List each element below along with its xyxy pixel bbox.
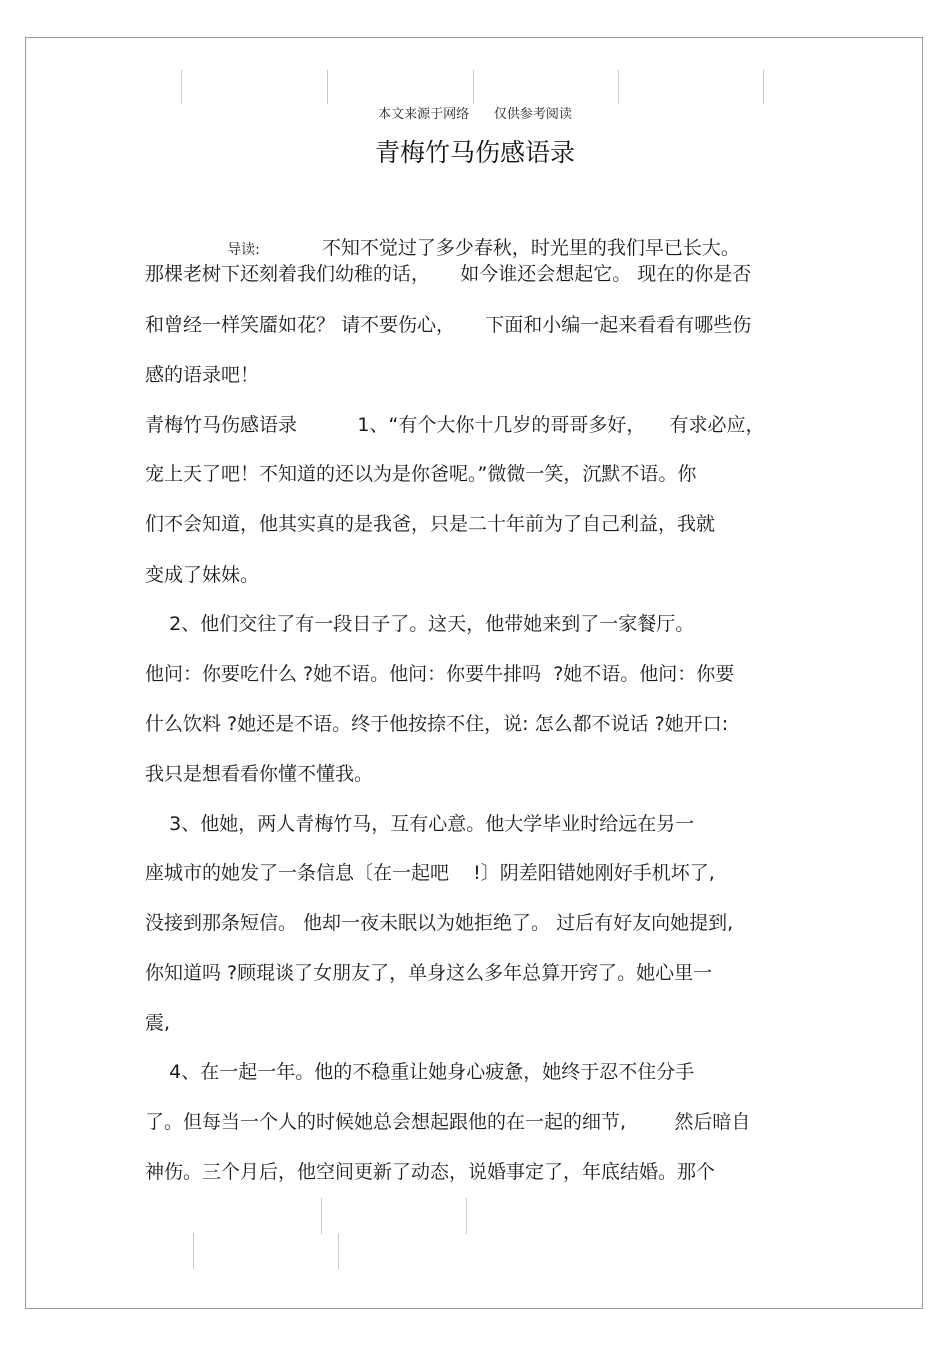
intro-line: 感的语录吧！ [145,364,260,386]
top-tick-mark [473,70,474,104]
intro-line: 和曾经一样笑靥如花？ 请不要伤心， 下面和小编一起来看看有哪些伤 [145,314,752,336]
top-tick-mark [763,70,764,104]
top-tick-mark [618,70,619,104]
body-line: 宠上天了吧！不知道的还以为是你爸呢。”微微一笑，沉默不语。你 [145,463,697,485]
body-line: 什么饮料 ?她还是不语。终于他按捺不住，说: 怎么都不说话 ?她开口: [145,713,729,735]
body-line: 神伤。三个月后，他空间更新了动态，说婚事定了，年底结婚。那个 [145,1161,716,1183]
intro-first-line [215,212,895,262]
body-line: 变成了妹妹。 [145,564,260,586]
body-line: 3、他她，两人青梅竹马，互有心意。他大学毕业时给远在另一 [145,813,695,835]
body-line: 座城市的她发了一条信息〔在一起吧 !〕阴差阳错她刚好手机坏了, [145,862,715,884]
source-disclaimer: 本文来源于网络 仅供参考阅读 [378,107,572,122]
intro-line: 那棵老树下还刻着我们幼稚的话， 如今谁还会想起它。 现在的你是否 [145,263,752,285]
bottom-tick-mark [321,1198,322,1234]
bottom-tick-mark [466,1198,467,1234]
top-tick-mark [327,70,328,104]
top-tick-mark [181,70,182,104]
body-line: 没接到那条短信。 他却一夜未眠以为她拒绝了。 过后有好友向她提到, [145,912,734,934]
intro-label: 导读: [227,242,260,258]
body-line: 震, [145,1012,171,1034]
page-title: 青梅竹马伤感语录 [374,138,575,167]
bottom-tick-mark [193,1233,194,1269]
body-line: 了。但每当一个人的时候她总会想起跟他的在一起的细节, 然后暗自 [145,1111,751,1133]
body-line: 4、在一起一年。他的不稳重让她身心疲惫，她终于忍不住分手 [145,1061,695,1083]
body-line: 们不会知道，他其实真的是我爸，只是二十年前为了自己利益，我就 [145,513,716,535]
body-line: 2、他们交往了有一段日子了。这天，他带她来到了一家餐厅。 [145,613,695,635]
body-line: 青梅竹马伤感语录 1、“有个大你十几岁的哥哥多好， 有求必应， [145,414,765,436]
intro-text: 不知不觉过了多少春秋，时光里的我们早已长大。 [321,237,740,259]
bottom-tick-mark [338,1233,339,1269]
body-line: 你知道吗 ?顾琨谈了女朋友了，单身这么多年总算开窍了。她心里一 [145,962,713,984]
body-line: 我只是想看看你懂不懂我。 [145,763,374,785]
body-line: 他问：你要吃什么 ?她不语。他问：你要牛排吗 ?她不语。他问：你要 [145,663,735,685]
